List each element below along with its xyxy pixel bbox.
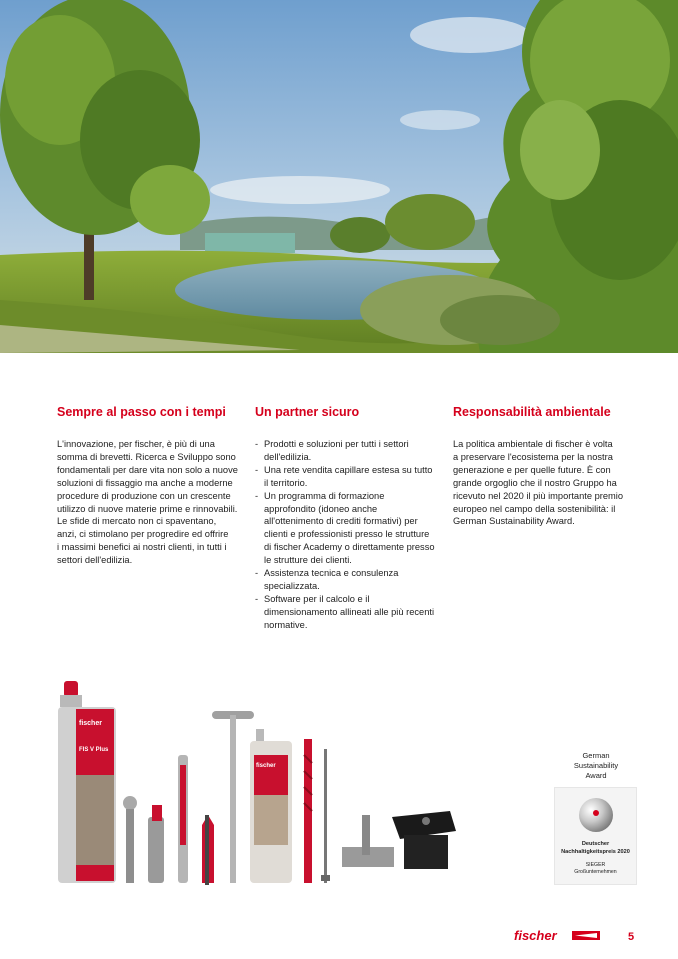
column-environment	[453, 405, 643, 528]
text-line: all'ottenimento di crediti formativi) per	[264, 516, 418, 527]
plug-anchors	[148, 755, 214, 885]
adhesive-tube	[250, 729, 292, 883]
text-line: anzi, ci stimolano per progredire ed offrire	[57, 529, 229, 540]
text-line: soluzioni di fissaggio ma anche a moderne	[57, 477, 233, 488]
award-title-line: German	[582, 751, 610, 760]
award-title	[560, 751, 632, 781]
long-screw	[321, 749, 330, 883]
fischer-logo: fischer	[514, 928, 557, 943]
cartridge-brand: fischer	[79, 720, 102, 727]
tube-brand: fischer	[256, 763, 276, 769]
list-item	[255, 593, 445, 632]
award-badge-label	[555, 841, 636, 856]
column-body	[57, 438, 247, 567]
cartridge-name: FIS V Plus	[79, 747, 109, 753]
text-line: Prodotti e soluzioni per tutti i settori	[264, 439, 409, 449]
fischer-logo-mark-icon	[572, 931, 600, 940]
sphere-icon	[577, 796, 615, 834]
insulation-anchor	[212, 711, 254, 883]
column-title: Responsabilità ambientale	[453, 405, 611, 419]
text-line: German Sustainability Award.	[453, 516, 575, 527]
text-line: somma di brevetti. Ricerca e Sviluppo sono	[57, 451, 236, 462]
text-line: di fischer Academy o direttamente presso	[264, 542, 435, 553]
text-line: clienti e professionisti presso le strutture	[264, 529, 430, 540]
text-line: La politica ambientale di fischer è volta	[453, 439, 613, 449]
text-line: Assistenza tecnica e consulenza	[264, 568, 399, 579]
text-line: grande orgoglio che il nostro Gruppo ha	[453, 477, 617, 488]
text-line: procedure di produzione con un crescente	[57, 490, 231, 501]
text-line: ricevuto nel 2020 il più importante premio	[453, 490, 624, 501]
black-clamp	[392, 811, 456, 869]
column-body	[453, 438, 643, 528]
product-lineup-image	[50, 675, 470, 895]
text-line: L'innovazione, per fischer, è più di una	[57, 439, 215, 449]
column-title: Sempre al passo con i tempi	[57, 405, 226, 419]
text-line: le strutture dei clienti.	[264, 555, 352, 566]
anchor-bolt	[123, 796, 137, 883]
text-line: dimensionamento allineati alle più recenti	[264, 606, 435, 617]
award-title-line: Award	[585, 771, 607, 780]
text-line: specializzata.	[264, 580, 320, 591]
column-partner	[255, 405, 445, 632]
text-line: utilizzo di nuove materie prime e rinnovabili.	[57, 503, 238, 514]
text-line: Una rete vendita capillare estesa su tutto	[264, 464, 433, 475]
injection-cartridge	[58, 681, 116, 883]
text-line: Un programma di formazione	[264, 490, 385, 501]
list-item	[255, 464, 445, 490]
text-line: i massimi benefici ai nostri clienti, in tutti i	[57, 542, 227, 553]
hero-landscape-photo	[0, 0, 678, 353]
award-title-line: Sustainability	[573, 761, 619, 770]
text-line: Software per il calcolo e il	[264, 593, 370, 604]
list-item	[255, 438, 445, 464]
page-number: 5	[628, 931, 635, 943]
award-sieger: SIEGER	[585, 862, 606, 868]
award-category: Großunternehmen	[574, 869, 617, 875]
text-line: europeo nel campo della sostenibilità: il	[453, 503, 616, 514]
text-line: il territorio.	[264, 477, 308, 488]
text-line: Le sfide di mercato non ci spaventano,	[57, 516, 217, 527]
column-title: Un partner sicuro	[255, 405, 360, 419]
award-winner-label	[555, 862, 636, 876]
list-item	[255, 490, 445, 567]
award-badge-line: Deutscher	[581, 841, 610, 847]
text-line: normative.	[264, 619, 308, 630]
text-line: a preservare l'ecosistema per la nostra	[453, 451, 613, 462]
text-line: fondamentali per dare vita non solo a nuove	[57, 464, 238, 475]
drill-bit	[304, 739, 312, 883]
text-line: approfondito (idoneo anche	[264, 503, 378, 514]
award-badge	[554, 787, 637, 885]
bullet-list	[255, 438, 445, 632]
award-badge-line: Nachhaltigkeitspreis 2020	[561, 848, 630, 855]
rail-bracket	[342, 815, 394, 867]
column-innovation	[57, 405, 247, 567]
text-line: dell'edilizia.	[264, 451, 312, 462]
text-line: settori dell'edilizia.	[57, 555, 133, 566]
text-line: generazione e per quelle future. È con	[453, 464, 611, 475]
list-item	[255, 567, 445, 593]
